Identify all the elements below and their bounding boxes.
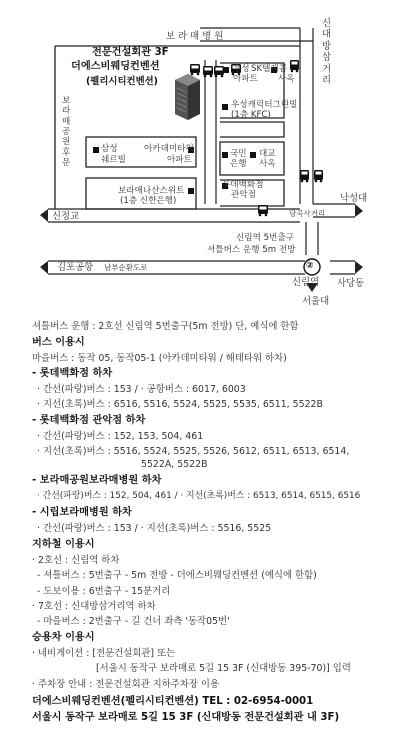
- main-building-icon: [175, 74, 200, 120]
- bus-section-title: 버스 이용시: [32, 337, 85, 348]
- marker-woosung: [223, 67, 229, 73]
- bus-icon: [314, 170, 323, 182]
- subway-village-bus: - 마을버스 : 2번출구 - 길 건너 좌측 '동작05번': [37, 616, 230, 627]
- label-seoul-univ: 서울대: [302, 296, 330, 307]
- stop-boramae-park-title: - 보라매공원보라매병원 하차: [32, 475, 162, 486]
- stop-lotte-gwanak-green: · 지선(초록)버스 : 5516, 5524, 5525, 5526, 5612, 6511, 6513, 6514,: [37, 446, 350, 457]
- stop-boramae-hospital-title: - 시립보라매병원 하차: [32, 507, 132, 518]
- label-main-building-alias: (펠리시티컨벤션): [86, 76, 158, 87]
- label-nambu-road: 남부순환도로: [104, 263, 148, 272]
- subway-line2: · 2호선 : 신림역 하차: [32, 555, 120, 566]
- label-shinhan-bank: (1층 신한은행): [120, 196, 177, 206]
- car-navigation-address: [서울시 동작구 보라매로 5길 15 3F (신대방동 395-70)] 입력: [96, 663, 351, 674]
- stop-lotte-gwanak-blue: · 간선(파랑)버스 : 152, 153, 504, 461: [37, 431, 204, 442]
- label-academy: 아카데미타워: [144, 144, 194, 154]
- marker-woosung-cater: [222, 104, 228, 110]
- label-daegyo: 대교: [259, 149, 276, 159]
- arrow-east-sadang: [355, 261, 363, 274]
- road-center: [205, 60, 216, 204]
- label-sindaebang-junction: 신 대 방 삼 거 리: [322, 18, 332, 87]
- footer-address: 서울시 동작구 보라매로 5길 15 3F (신대방동 전문건설회관 내 3F): [32, 712, 340, 723]
- bus-icon: [300, 170, 309, 182]
- stop-lotte-gwanak-title: - 롯데백화점 관악점 하차: [32, 415, 146, 426]
- subway-walk: - 도보이용 : 6번출구 - 15분거리: [37, 586, 171, 597]
- bus-icon: [214, 66, 224, 77]
- bus-icon: [203, 66, 213, 77]
- label-academy-apt: 아파트: [167, 155, 192, 165]
- bus-icon: [258, 205, 268, 216]
- label-nakseongdae: 낙성대: [340, 193, 368, 204]
- subway-line7: · 7호선 : 신대방삼거리역 하차: [32, 601, 156, 612]
- road-nambu-east: [330, 261, 355, 274]
- shuttle-info: 셔틀버스 운행 : 2호선 신림역 5번출구(5m 전방) 단, 예식에 한함: [32, 321, 299, 332]
- bus-icon: [190, 64, 200, 75]
- label-boramae-park-back: 보 라 매 공 원 후 문: [62, 96, 71, 168]
- label-lotte-gwanak-branch: 관악점: [231, 190, 256, 200]
- stop-lotte-title: - 롯데백화점 하차: [32, 368, 113, 379]
- block-woosung-cater: [220, 122, 284, 137]
- subway-section-title: 지하철 이용시: [32, 539, 95, 550]
- arrow-west-sinjeonggyo: [40, 209, 48, 222]
- label-sinjeonggyo: 신정교: [52, 211, 80, 222]
- label-line2-num: ②: [306, 261, 314, 271]
- label-sk-hq: 사옥: [278, 74, 295, 84]
- car-section-title: 승용차 이용시: [32, 632, 95, 643]
- label-samsung-cherville: 쉐르빌: [101, 155, 126, 165]
- label-shuttle-note: 셔틀버스 운행 5m 전방: [207, 245, 296, 255]
- village-bus-info: 마을버스 : 동작 05, 동작05-1 (아카데미타워 / 해태타워 하차): [32, 353, 287, 364]
- marker-boramae-suite: [188, 188, 194, 194]
- label-boramae-hospital: 보 라 매 병 원: [166, 31, 224, 42]
- label-woosung: 우성: [233, 64, 250, 74]
- label-sk: SK텔레콤: [251, 64, 287, 74]
- label-main-building-floor: 전문건설회관 3F: [92, 47, 169, 58]
- label-woosung-apt: 아파트: [233, 74, 258, 84]
- marker-daegyo: [250, 152, 256, 158]
- stop-boramae-hospital-buses: · 간선(파랑)버스 : 153 / · 지선(초록)버스 : 5516, 5525: [37, 523, 272, 534]
- marker-kookmin: [222, 152, 228, 158]
- label-gimpo-airport: 김포공항: [57, 262, 94, 273]
- bus-icon: [290, 60, 299, 72]
- stop-lotte-gwanak-green-cont: 5522A, 5522B: [141, 459, 208, 470]
- marker-samsung: [93, 147, 99, 153]
- stop-boramae-park-buses: · 간선(파랑)버스 : 152, 504, 461 / · 지선(초록)버스 : 6513, 6514, 6515, 6516: [37, 491, 361, 501]
- footer-contact: 더에스비웨딩컨벤션(펠리시티컨벤션) TEL : 02-6954-0001: [32, 696, 314, 707]
- road-south: [306, 222, 318, 255]
- label-lotte-gwanak: 롯데백화점: [222, 180, 264, 190]
- label-main-building-name: 더에스비웨딩컨벤션: [71, 61, 160, 72]
- label-kookmin: 국민: [230, 149, 247, 159]
- subway-shuttle: - 셔틀버스 : 5번출구 - 5m 전방 - 더에스비웨딩컨벤션 (예식에 한함): [37, 570, 317, 581]
- label-boramae-suite: 보라매나산스위트: [118, 186, 185, 196]
- arrow-west-gimpo: [40, 261, 48, 274]
- label-sadang: 사당동: [337, 278, 365, 289]
- car-navigation: · 네비게이션 : [전문건설회관] 또는: [32, 648, 176, 659]
- label-woosung-cater: 우성캐릭터그린빌: [231, 100, 298, 110]
- label-daegyo-hq: 사옥: [259, 159, 276, 169]
- label-kookmin-bank: 은행: [230, 159, 247, 169]
- label-station-exit: 신림역 5번출구: [236, 233, 295, 243]
- stop-lotte-green: · 지선(초록)버스 : 6516, 5516, 5524, 5525, 5535, 6511, 5522B: [37, 399, 323, 410]
- label-dangkok: 당곡사거리: [289, 209, 326, 218]
- stop-lotte-blue: · 간선(파랑)버스 : 153 / · 공항버스 : 6017, 6003: [37, 384, 246, 395]
- label-sillim-station: 신림역: [292, 277, 320, 288]
- car-parking: · 주차장 안내 : 전문건설회관 지하주차장 이용: [32, 679, 220, 690]
- label-woosung-kfc: (1층 KFC): [231, 110, 271, 120]
- label-samsung: 삼성: [101, 144, 118, 154]
- arrow-east-nakseongdae: [355, 204, 363, 217]
